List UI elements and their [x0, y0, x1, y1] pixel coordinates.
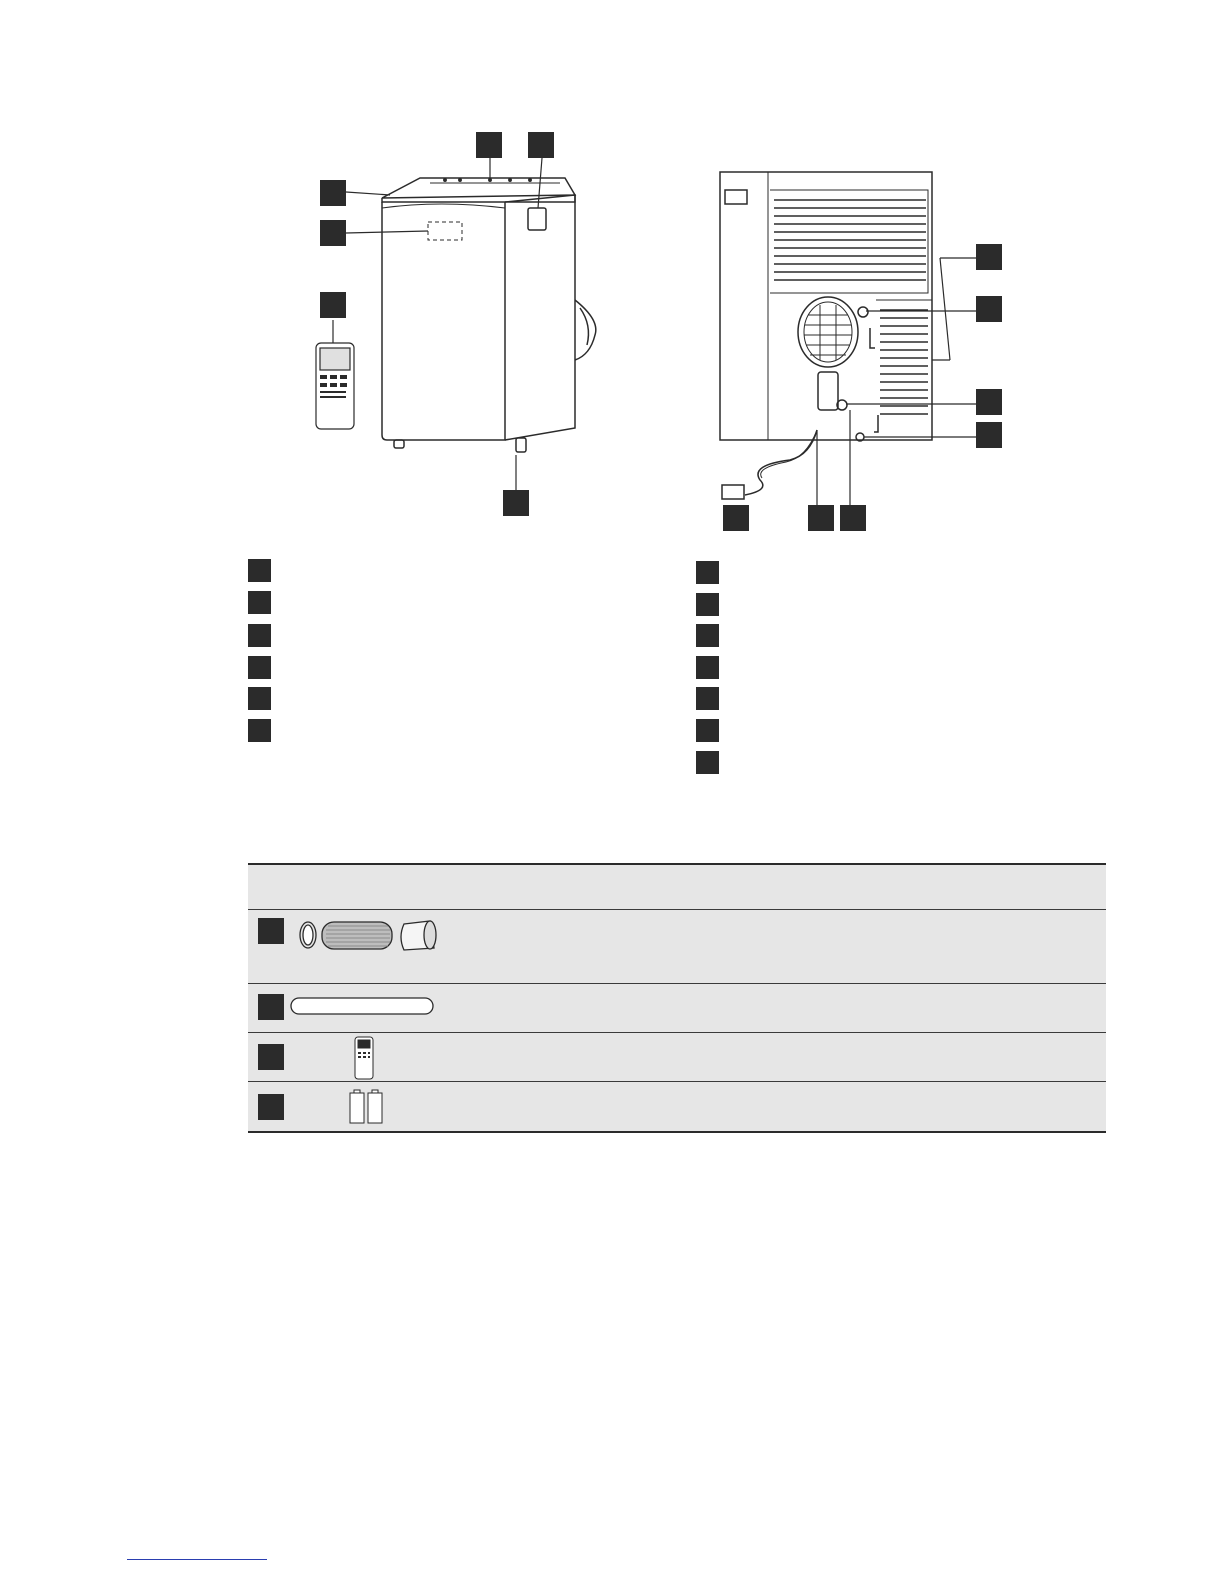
table-bottom-rule — [248, 1131, 1106, 1133]
remote-control-icon — [352, 1035, 376, 1081]
legend-item-badge — [248, 559, 271, 582]
legend-item-badge — [696, 656, 719, 679]
exhaust-hose-icon — [292, 918, 442, 958]
callout-badge — [976, 389, 1002, 415]
callout-badge — [840, 505, 866, 531]
footer-link-underline[interactable] — [127, 1559, 267, 1560]
table-row — [248, 1033, 1106, 1081]
callout-badge — [976, 296, 1002, 322]
legend-item-badge — [248, 591, 271, 614]
legend-item-badge — [248, 719, 271, 742]
row-badge — [258, 918, 284, 944]
table-row — [248, 1082, 1106, 1131]
legend-item-badge — [696, 751, 719, 774]
front-air-conditioner-icon — [382, 178, 596, 452]
legend-item-badge — [696, 561, 719, 584]
drain-pipe-icon — [288, 994, 438, 1020]
rear-air-conditioner-icon — [720, 172, 932, 441]
table-row — [248, 910, 1106, 983]
legend-item-badge — [696, 624, 719, 647]
batteries-icon — [346, 1089, 390, 1125]
callout-badge — [808, 505, 834, 531]
table-row — [248, 984, 1106, 1032]
table-header-row — [248, 865, 1106, 909]
callout-badge — [976, 244, 1002, 270]
callout-badge — [320, 180, 346, 206]
callout-badge — [976, 422, 1002, 448]
callout-badge — [723, 505, 749, 531]
callout-badge — [528, 132, 554, 158]
legend-item-badge — [696, 593, 719, 616]
row-badge — [258, 1044, 284, 1070]
row-badge — [258, 1094, 284, 1120]
legend-item-badge — [248, 656, 271, 679]
legend-item-badge — [248, 624, 271, 647]
callout-badge — [476, 132, 502, 158]
legend-item-badge — [696, 687, 719, 710]
callout-badge — [320, 220, 346, 246]
rear-air-conditioner-illustration — [700, 160, 1010, 540]
remote-control-icon — [316, 320, 354, 429]
callout-badge — [503, 490, 529, 516]
row-badge — [258, 994, 284, 1020]
legend-item-badge — [248, 687, 271, 710]
legend-item-badge — [696, 719, 719, 742]
callout-badge — [320, 292, 346, 318]
